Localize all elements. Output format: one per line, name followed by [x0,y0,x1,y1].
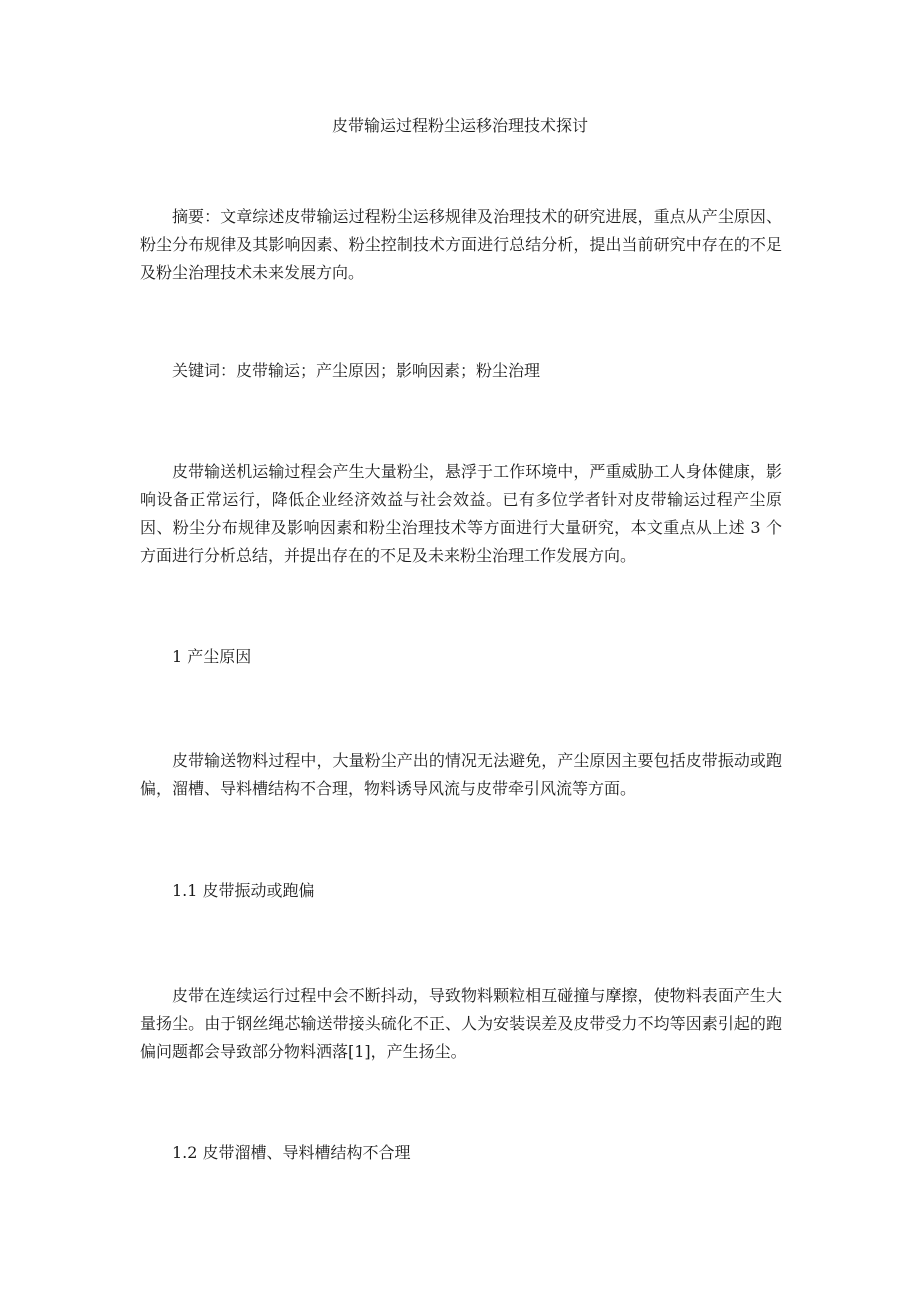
section-1-heading: 1 产尘原因 [172,647,252,666]
document-title: 皮带输运过程粉尘运移治理技术探讨 [331,116,588,135]
keywords-line: 关键词：皮带输运；产尘原因；影响因素；粉尘治理 [172,361,541,380]
abstract-paragraph: 摘要：文章综述皮带输运过程粉尘运移规律及治理技术的研究进展，重点从产尘原因、粉尘分布规律及其影响因素、粉尘控制技术方面进行总结分析，提出当前研究中存在的不足及粉尘治理技术未来发展方向。 [140,207,782,282]
section-1-1-paragraph: 皮带在连续运行过程中会不断抖动，导致物料颗粒相互碰撞与摩擦，使物料表面产生大量扬尘。由于钢丝绳芯输送带接头硫化不正、人为安装误差及皮带受力不均等因素引起的跑偏问题都会导致部分物料洒落[1]，产生扬尘。 [140,986,782,1061]
section-1-2-heading: 1.2 皮带溜槽、导料槽结构不合理 [172,1143,411,1162]
intro-paragraph: 皮带输送机运输过程会产生大量粉尘，悬浮于工作环境中，严重威胁工人身体健康，影响设备正常运行，降低企业经济效益与社会效益。已有多位学者针对皮带输运过程产尘原因、粉尘分布规律及影响因素和粉尘治理技术等方面进行大量研究，本文重点从上述 3 个方面进行分析总结，并提出存在的不足及未来粉尘治理工作发展方向。 [140,462,782,565]
section-1-1-heading: 1.1 皮带振动或跑偏 [172,881,315,900]
section-1-paragraph: 皮带输送物料过程中，大量粉尘产出的情况无法避免，产尘原因主要包括皮带振动或跑偏，溜槽、导料槽结构不合理，物料诱导风流与皮带牵引风流等方面。 [140,751,782,798]
